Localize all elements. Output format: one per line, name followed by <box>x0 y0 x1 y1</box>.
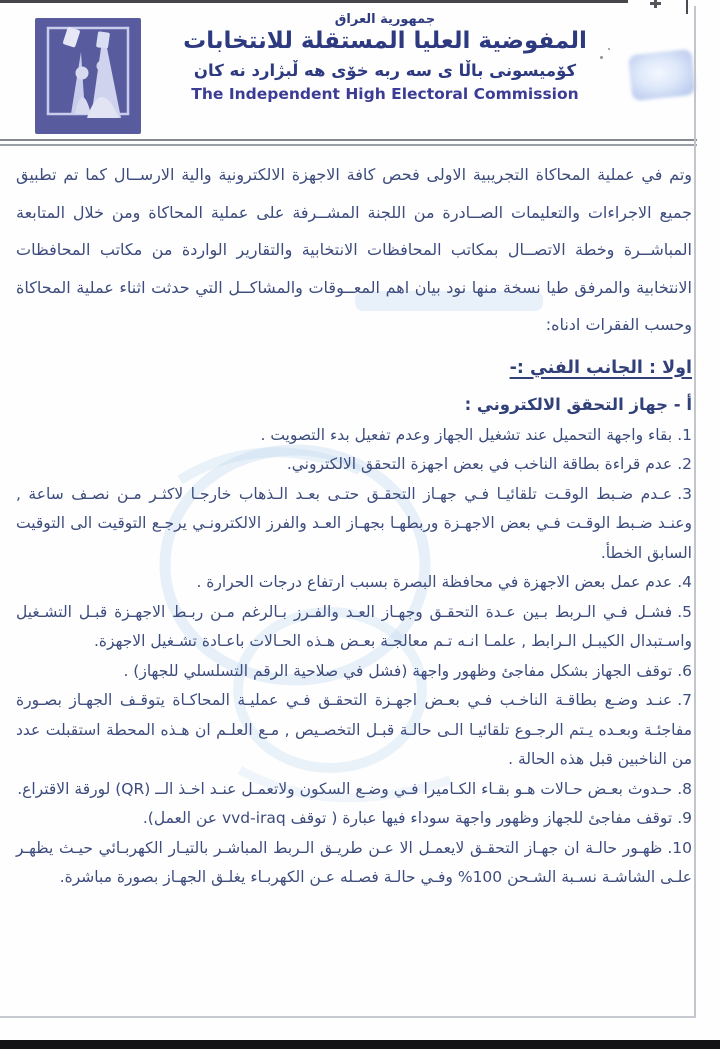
page-right-border <box>694 6 696 1018</box>
item-number: 10. <box>667 838 692 857</box>
item-number: 5. <box>677 602 692 621</box>
item-number: 8. <box>677 779 692 798</box>
intro-paragraph: وتم في عملية المحاكاة التجريبية الاولى فحص كافة الاجهزة الالكترونية والية الارســال كما تم تطبيق جميع الاجراءات والتعليمات الصــادرة من اللجنة المشــرفة على عملية المحاكاة ومن خلال المتابعة المباشــرة وخطة الاتصــال بمكاتب المحافظات الانتخابية والتقارير الواردة من مكاتب المحافظات الانتخابية والمرفق طيا نسخة منها نود بيان اهم المعــوقات والمشاكــل التي حدثت اثناء عملية المحاكاة وحسب الفقرات ادناه: <box>16 165 692 334</box>
commission-name-kurdish: كۆميسونى باڵا ى سه ربه خۆى هه ڵبژارد نه كان <box>193 61 577 80</box>
item-number: 9. <box>677 809 692 827</box>
item-number: 7. <box>677 691 692 709</box>
list-item <box>16 568 692 598</box>
technical-issues-list <box>16 421 692 893</box>
item-number: 4. <box>677 573 692 591</box>
item-text: بقاء واجهة التحميل عند تشغيل الجهاز وعدم تفعيل بدء التصويت . <box>260 425 673 444</box>
header-divider-line <box>0 144 697 146</box>
item-number: 6. <box>677 661 692 680</box>
item-number: 3. <box>677 484 692 503</box>
item-number: 2. <box>677 455 692 473</box>
list-item <box>16 686 692 775</box>
ink-smudge <box>628 49 696 101</box>
item-text: ظهـور حالـة ان جهـاز التحقـق لايعمـل الا عـن طريـق الـربط المباشـر بالتيـار الكهربـائي حيـث يظهـر علـى الشاشـة نسـبة الشـحن 100% وفـي حالـة فصـله عـن الكهربـاء يغلـق الجهـاز بصورة مباشرة. <box>16 838 692 886</box>
registration-mark-icon <box>650 2 661 5</box>
item-text: عنـد وضـع بطاقـة الناخـب فـي بعـض اجهـزة التحقـق فـي عمليـة المحاكـاة يتوقـف الجهـاز بصـورة مفاجئـة وبعـده يـتم الرجـوع تلقائيـا الـى حالـة قبـل التخصـيص , مـع العلـم ان هـذه المحطة استقبلت عدد من الناخبين قبل هذه الحالة . <box>16 691 692 768</box>
list-item <box>16 657 692 687</box>
list-item <box>16 421 692 451</box>
page-bottom-border <box>0 1016 696 1018</box>
item-text: عدم قراءة بطاقة الناخب في بعض اجهزة التحقق الالكتروني. <box>286 455 673 473</box>
scan-top-edge <box>0 0 628 3</box>
commission-name-english: The Independent High Electoral Commission <box>191 85 579 103</box>
item-text: توقف مفاجئ للجهاز وظهور واجهة سوداء فيها عبارة ( توقف vvd-iraq عن العمل). <box>142 809 673 827</box>
document-body <box>16 156 692 893</box>
item-text: توقف الجهاز بشكل مفاجئ وظهور واجهة (فشل في صلاحية الرقم التسلسلي للجهاز) . <box>123 661 673 680</box>
subsection-title-verification-device: أ - جهاز التحقق الالكتروني : <box>464 394 692 414</box>
list-item <box>16 834 692 893</box>
section-title-technical: اولا : الجانب الفني :- <box>509 357 692 378</box>
scan-edge-tick <box>686 0 688 14</box>
letterhead <box>148 12 622 103</box>
header-divider-line <box>0 139 697 141</box>
country-title: جمهورية العراق <box>334 12 436 27</box>
item-text: حـدوث بعـض حـالات هـو بقـاء الكـاميرا فـي وضـع السكون ولاتعمـل عنـد اخـذ الــ (QR) لورقة الاقتراع. <box>17 779 673 798</box>
list-item <box>16 450 692 480</box>
item-number: 1. <box>677 425 692 444</box>
list-item <box>16 480 692 569</box>
ballot-box-logo-icon <box>35 18 141 134</box>
scan-bottom-edge <box>0 1040 720 1049</box>
list-item <box>16 804 692 834</box>
list-item <box>16 598 692 657</box>
list-item <box>16 775 692 805</box>
item-text: عدم عمل بعض الاجهزة في محافظة البصرة بسبب ارتفاع درجات الحرارة . <box>196 573 673 591</box>
item-text: فشـل فـي الـربط بـين عـدة التحقـق وجهـاز العـد والفـرز بـالرغم مـن ربـط الاجهـزة قبـل التشـغيل واسـتبدال الكيبـل الـرابط , علمـا انـه تـم معالجـة بعـض هـذه الحـالات باعـادة تشـغيل الاجهزة. <box>16 602 692 650</box>
item-text: عـدم ضـبط الوقـت تلقائيـا فـي جهـاز التحقـق حتـى بعـد الـذهاب خارجـا لاكثـر مـن نصـف ساعة , وعنـد ضـبط الوقـت فـي بعض الاجهـزة وربطهـا بجهـاز العـد والفرز الالكترونـي يرجـع التوقيت الى التوقيت السابق الخطأ. <box>16 484 692 562</box>
commission-name-arabic: المفوضية العليا المستقلة للانتخابات <box>183 28 587 54</box>
ihec-logo <box>35 18 141 138</box>
